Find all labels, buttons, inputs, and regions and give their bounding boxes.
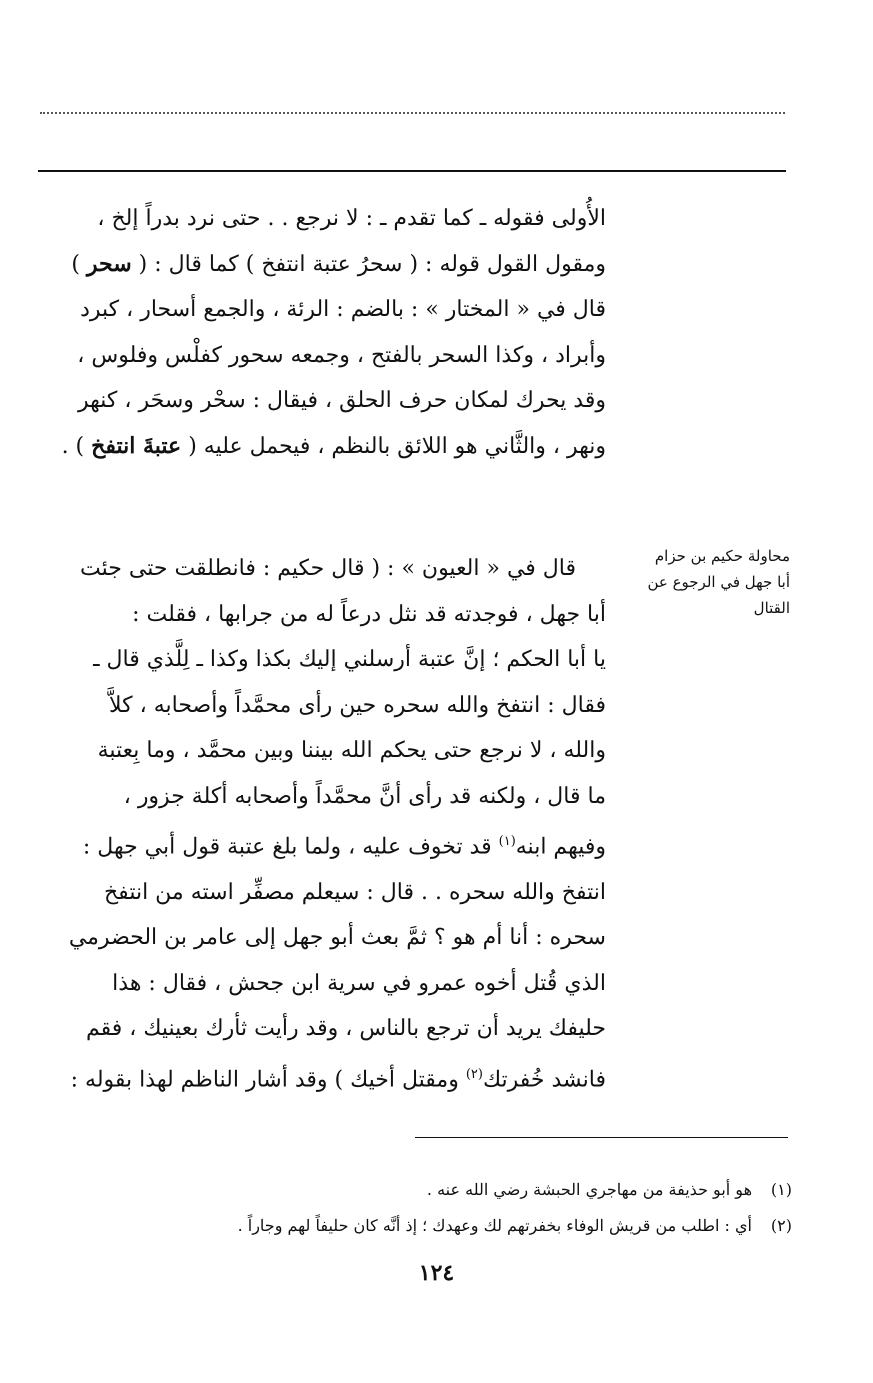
footnote-item (80, 1208, 792, 1244)
margin-note-line: القتال (753, 599, 790, 617)
text-line: قد تخوف عليه ، ولما بلغ عتبة قول أبي جهل : (82, 834, 499, 860)
paragraph-1 (38, 196, 606, 469)
text-line: فقال : انتفخ والله سحره حين رأى محمَّداً وأصحابه ، كلاَّ (109, 692, 606, 718)
bold-term: سحر (86, 250, 132, 277)
text-line: ) . (61, 433, 92, 459)
text-line: وقد يحرك لمكان حرف الحلق ، فيقال : سحْر وسحَر ، كنهر (78, 388, 606, 413)
text-line: ما قال ، ولكنه قد رأى أنَّ محمَّداً وأصحابه أكلة جزور ، (123, 783, 606, 809)
text-line: أبا جهل ، فوجدته قد نثل درعاً له من جرابها ، فقلت : (132, 601, 606, 627)
bold-term: عتبةَ انتفخ (91, 432, 182, 459)
text-line: قال في « المختار » : بالضم : الرئة ، والجمع أسحار ، كبرد (80, 297, 606, 322)
text-line: الأُولى فقوله ـ كما تقدم ـ : لا نرجع . . حتى نرد بدراً إلخ ، (97, 206, 606, 231)
footnote-item (80, 1172, 792, 1208)
footnote-text: هو أبو حذيفة من مهاجري الحبشة رضي الله عنه . (426, 1180, 752, 1199)
text-line: وفيهم ابنه (515, 834, 606, 860)
text-line: ونهر ، والثَّاني هو اللائق بالنظم ، فيحمل عليه ( (188, 433, 606, 459)
header-rule (38, 170, 786, 172)
text-line: انتفخ والله سحره . . قال : سيعلم مصفِّر استه من انتفخ (103, 879, 606, 905)
footnote-text: أي : اطلب من قريش الوفاء بخفرتهم لك وعهدك ؛ إذ أنَّه كان حليفاً لهم وجاراً . (237, 1216, 752, 1235)
margin-note (622, 543, 790, 621)
footnotes (80, 1172, 792, 1244)
text-line: ) (71, 251, 87, 277)
text-line: ومقول القول قوله : ( سحرُ عتبة انتفخ ) كما قال : ( (138, 251, 606, 277)
text-line: سحره : أنا أم هو ؟ ثمَّ بعث أبو جهل إلى عامر بن الحضرمي (68, 925, 606, 951)
text-line: قال في « العيون » : ( قال حكيم : فانطلقت حتى جئت (80, 556, 576, 581)
footnote-ref[interactable]: (١) (498, 834, 516, 849)
footnote-number: (١) (770, 1180, 792, 1199)
text-line: يا أبا الحكم ؛ إنَّ عتبة أرسلني إليك بكذا وكذا ـ لِلَّذي قال ـ (93, 647, 606, 672)
text-line: حليفك يريد أن ترجع بالناس ، وقد رأيت ثأرك بعينيك ، فقم (85, 1016, 606, 1042)
footnote-separator (415, 1137, 788, 1138)
text-line: والله ، لا نرجع حتى يحكم الله بيننا وبين محمَّد ، وما بِعتبة (97, 738, 606, 763)
margin-note-line: محاولة حكيم بن حزام (654, 547, 790, 565)
text-line: فانشد خُفرتك (482, 1067, 606, 1093)
header-dotted-line (40, 112, 785, 120)
paragraph-2 (38, 546, 606, 1103)
page-number: ١٢٤ (418, 1260, 455, 1286)
text-line: ومقتل أخيك ) وقد أشار الناظم لهذا بقوله : (70, 1067, 466, 1093)
text-line: وأبراد ، وكذا السحر بالفتح ، وجمعه سحور كفلْس وفلوس ، (77, 342, 606, 368)
margin-note-line: أبا جهل في الرجوع عن (647, 573, 790, 591)
footnote-ref[interactable]: (٢) (465, 1066, 483, 1082)
footnote-number: (٢) (770, 1216, 792, 1235)
text-line: الذي قُتل أخوه عمرو في سرية ابن جحش ، فقال : هذا (112, 970, 606, 996)
